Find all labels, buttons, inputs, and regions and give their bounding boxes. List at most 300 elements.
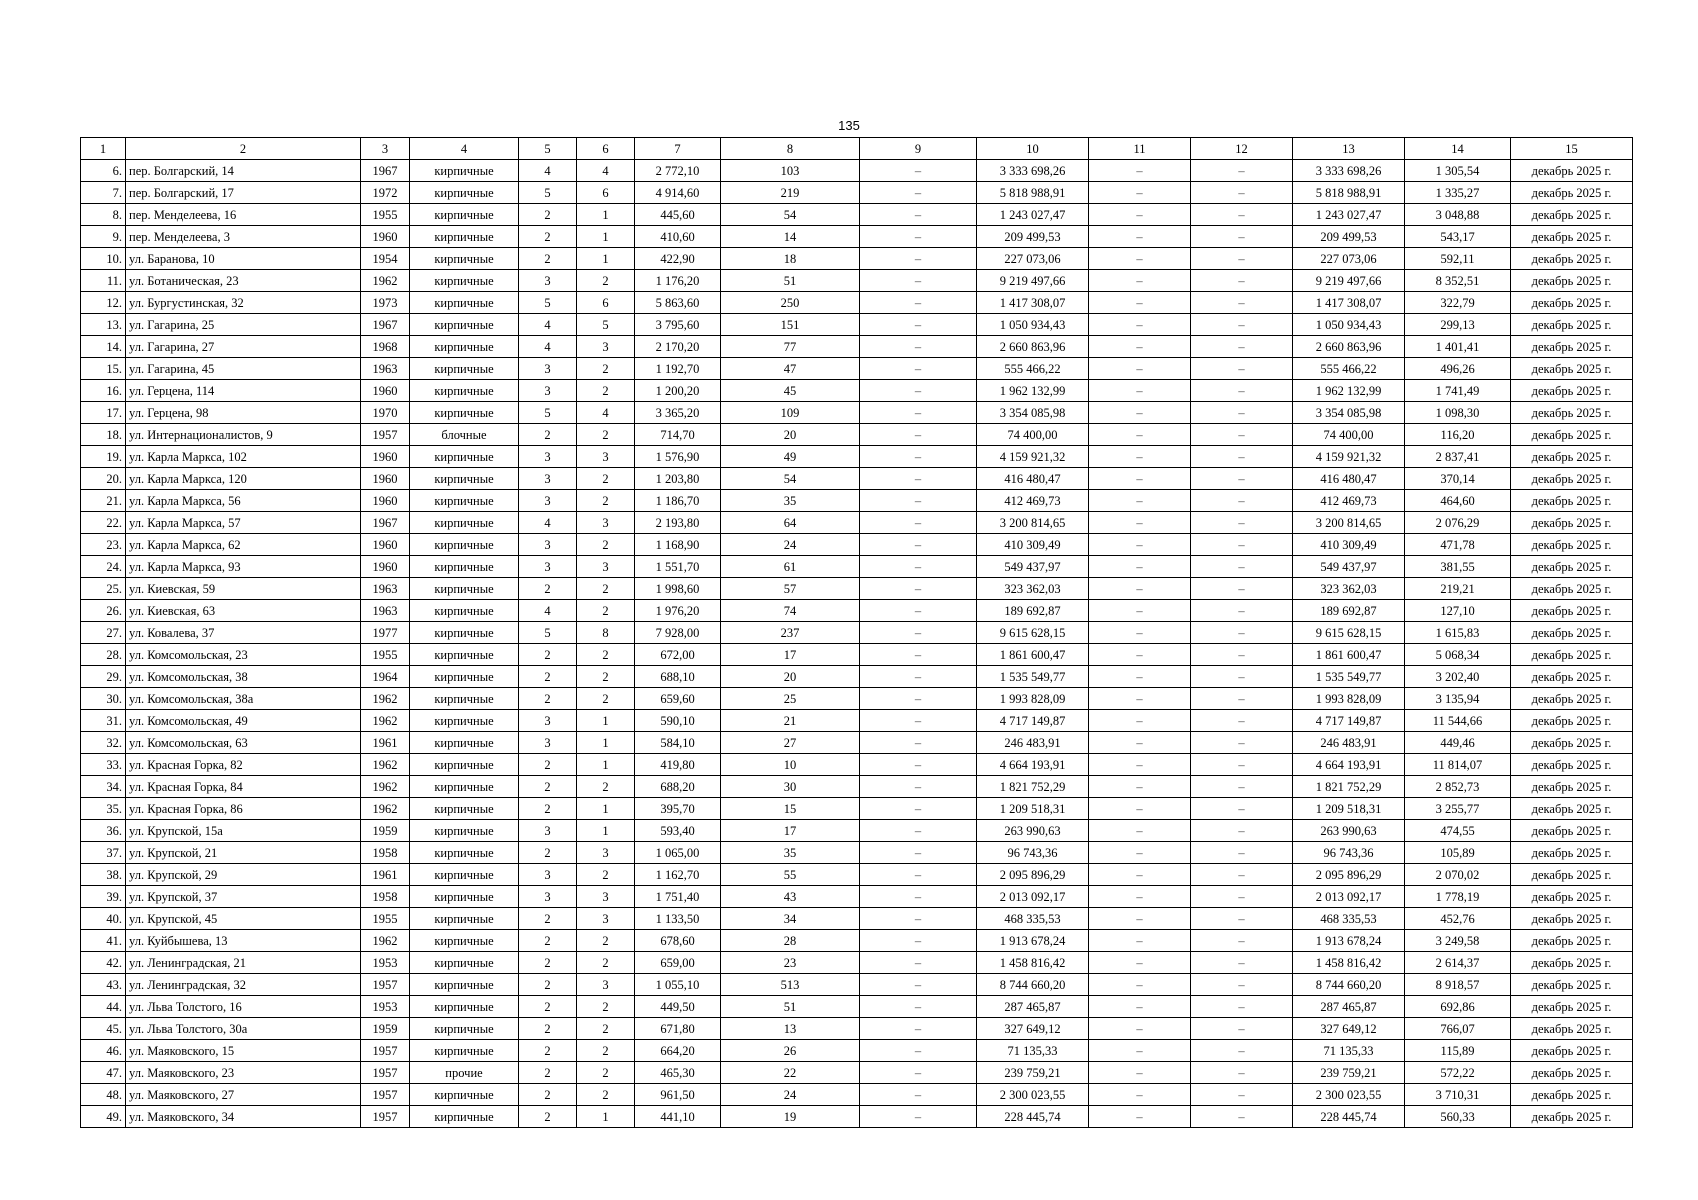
cell-cost-total: 4 159 921,32 [977,446,1089,468]
cell-cost-fund: 96 743,36 [1293,842,1405,864]
table-body [81,160,1633,1128]
table-row [81,666,1633,688]
cell-col-9: – [860,930,977,952]
column-number-15: 15 [1511,138,1633,160]
cell-cost-total: 1 243 027,47 [977,204,1089,226]
cell-cost-total: 2 660 863,96 [977,336,1089,358]
cell-total-area: 410,60 [635,226,721,248]
cell-total-area: 7 928,00 [635,622,721,644]
cell-cost-fund: 1 417 308,07 [1293,292,1405,314]
cell-year-built: 1958 [361,886,410,908]
cell-address: ул. Льва Толстого, 30а [126,1018,361,1040]
cell-entrances: 6 [577,292,635,314]
cell-residents: 23 [721,952,860,974]
cell-wall-material: кирпичные [410,512,519,534]
cell-entrances: 2 [577,1040,635,1062]
cell-year-built: 1962 [361,710,410,732]
cell-year-built: 1958 [361,842,410,864]
table-row [81,930,1633,952]
cell-row-number: 41. [81,930,126,952]
cell-cost-per-sqm: 322,79 [1405,292,1511,314]
cell-year-built: 1960 [361,490,410,512]
cell-year-built: 1962 [361,754,410,776]
table-row [81,314,1633,336]
cell-address: ул. Крупской, 15а [126,820,361,842]
column-number-14: 14 [1405,138,1511,160]
cell-year-built: 1953 [361,996,410,1018]
cell-floors: 2 [519,1084,577,1106]
cell-residents: 20 [721,666,860,688]
cell-residents: 49 [721,446,860,468]
cell-cost-fund: 287 465,87 [1293,996,1405,1018]
cell-entrances: 2 [577,776,635,798]
cell-cost-total: 327 649,12 [977,1018,1089,1040]
cell-row-number: 38. [81,864,126,886]
cell-cost-fund: 239 759,21 [1293,1062,1405,1084]
cell-col-12: – [1191,248,1293,270]
table-row [81,468,1633,490]
cell-residents: 513 [721,974,860,996]
cell-total-area: 4 914,60 [635,182,721,204]
cell-floors: 3 [519,710,577,732]
cell-col-9: – [860,644,977,666]
cell-row-number: 7. [81,182,126,204]
cell-completion-date: декабрь 2025 г. [1511,666,1633,688]
cell-cost-total: 1 417 308,07 [977,292,1089,314]
cell-total-area: 3 365,20 [635,402,721,424]
cell-entrances: 1 [577,798,635,820]
cell-floors: 5 [519,402,577,424]
cell-wall-material: кирпичные [410,732,519,754]
cell-row-number: 11. [81,270,126,292]
cell-wall-material: блочные [410,424,519,446]
cell-completion-date: декабрь 2025 г. [1511,248,1633,270]
cell-wall-material: кирпичные [410,182,519,204]
table-row [81,1018,1633,1040]
cell-address: ул. Баранова, 10 [126,248,361,270]
cell-col-11: – [1089,204,1191,226]
cell-address: ул. Ковалева, 37 [126,622,361,644]
cell-floors: 5 [519,292,577,314]
cell-wall-material: кирпичные [410,1084,519,1106]
cell-col-9: – [860,754,977,776]
cell-col-9: – [860,402,977,424]
column-number-8: 8 [721,138,860,160]
cell-col-11: – [1089,886,1191,908]
cell-wall-material: кирпичные [410,314,519,336]
cell-cost-fund: 3 333 698,26 [1293,160,1405,182]
cell-entrances: 1 [577,1106,635,1128]
cell-cost-fund: 71 135,33 [1293,1040,1405,1062]
cell-col-12: – [1191,666,1293,688]
cell-cost-total: 287 465,87 [977,996,1089,1018]
cell-total-area: 584,10 [635,732,721,754]
cell-cost-per-sqm: 3 710,31 [1405,1084,1511,1106]
cell-col-9: – [860,204,977,226]
cell-residents: 26 [721,1040,860,1062]
cell-col-11: – [1089,688,1191,710]
page-number: 135 [838,118,860,133]
cell-residents: 57 [721,578,860,600]
cell-wall-material: кирпичные [410,864,519,886]
cell-cost-per-sqm: 592,11 [1405,248,1511,270]
cell-col-12: – [1191,402,1293,424]
cell-wall-material: кирпичные [410,1018,519,1040]
cell-cost-total: 189 692,87 [977,600,1089,622]
cell-wall-material: кирпичные [410,908,519,930]
cell-residents: 151 [721,314,860,336]
cell-year-built: 1960 [361,226,410,248]
cell-col-11: – [1089,380,1191,402]
cell-cost-fund: 2 660 863,96 [1293,336,1405,358]
cell-col-12: – [1191,864,1293,886]
table-row [81,798,1633,820]
cell-address: ул. Комсомольская, 63 [126,732,361,754]
cell-col-9: – [860,336,977,358]
cell-year-built: 1967 [361,314,410,336]
cell-col-9: – [860,182,977,204]
cell-residents: 27 [721,732,860,754]
table-row [81,512,1633,534]
cell-completion-date: декабрь 2025 г. [1511,930,1633,952]
cell-cost-fund: 1 821 752,29 [1293,776,1405,798]
cell-entrances: 2 [577,864,635,886]
cell-row-number: 18. [81,424,126,446]
cell-total-area: 1 162,70 [635,864,721,886]
column-number-3: 3 [361,138,410,160]
cell-total-area: 3 795,60 [635,314,721,336]
table-row [81,446,1633,468]
cell-total-area: 1 551,70 [635,556,721,578]
cell-floors: 5 [519,622,577,644]
cell-cost-total: 239 759,21 [977,1062,1089,1084]
cell-address: ул. Льва Толстого, 16 [126,996,361,1018]
cell-col-11: – [1089,182,1191,204]
cell-col-9: – [860,908,977,930]
table-row [81,534,1633,556]
cell-col-12: – [1191,468,1293,490]
cell-cost-fund: 1 458 816,42 [1293,952,1405,974]
cell-cost-total: 2 013 092,17 [977,886,1089,908]
cell-col-11: – [1089,556,1191,578]
cell-completion-date: декабрь 2025 г. [1511,820,1633,842]
cell-wall-material: прочие [410,1062,519,1084]
column-number-row [81,138,1633,160]
cell-cost-per-sqm: 1 741,49 [1405,380,1511,402]
cell-entrances: 2 [577,424,635,446]
cell-year-built: 1963 [361,600,410,622]
cell-col-12: – [1191,974,1293,996]
cell-residents: 21 [721,710,860,732]
cell-floors: 3 [519,534,577,556]
cell-floors: 2 [519,1062,577,1084]
cell-address: пер. Болгарский, 14 [126,160,361,182]
cell-row-number: 30. [81,688,126,710]
cell-entrances: 2 [577,490,635,512]
table-row [81,952,1633,974]
cell-cost-per-sqm: 116,20 [1405,424,1511,446]
cell-entrances: 3 [577,446,635,468]
cell-year-built: 1960 [361,534,410,556]
cell-wall-material: кирпичные [410,336,519,358]
cell-col-11: – [1089,798,1191,820]
cell-total-area: 714,70 [635,424,721,446]
cell-floors: 3 [519,490,577,512]
cell-row-number: 43. [81,974,126,996]
cell-col-9: – [860,996,977,1018]
cell-floors: 4 [519,512,577,534]
cell-col-9: – [860,1084,977,1106]
cell-floors: 2 [519,644,577,666]
cell-cost-total: 4 717 149,87 [977,710,1089,732]
cell-address: ул. Крупской, 37 [126,886,361,908]
cell-completion-date: декабрь 2025 г. [1511,358,1633,380]
cell-address: ул. Ботаническая, 23 [126,270,361,292]
column-number-9: 9 [860,138,977,160]
cell-col-12: – [1191,776,1293,798]
cell-floors: 2 [519,248,577,270]
table-row [81,556,1633,578]
cell-cost-total: 71 135,33 [977,1040,1089,1062]
cell-cost-total: 412 469,73 [977,490,1089,512]
cell-col-9: – [860,424,977,446]
cell-year-built: 1962 [361,688,410,710]
cell-floors: 5 [519,182,577,204]
cell-col-11: – [1089,1062,1191,1084]
cell-wall-material: кирпичные [410,226,519,248]
cell-col-9: – [860,314,977,336]
cell-col-11: – [1089,842,1191,864]
cell-cost-fund: 555 466,22 [1293,358,1405,380]
table-row [81,622,1633,644]
cell-col-11: – [1089,600,1191,622]
cell-year-built: 1964 [361,666,410,688]
cell-row-number: 16. [81,380,126,402]
cell-wall-material: кирпичные [410,204,519,226]
cell-address: ул. Герцена, 98 [126,402,361,424]
cell-entrances: 6 [577,182,635,204]
cell-floors: 3 [519,468,577,490]
cell-row-number: 49. [81,1106,126,1128]
table-row [81,908,1633,930]
cell-col-9: – [860,292,977,314]
cell-row-number: 34. [81,776,126,798]
cell-address: ул. Карла Маркса, 102 [126,446,361,468]
cell-cost-fund: 3 200 814,65 [1293,512,1405,534]
cell-col-12: – [1191,556,1293,578]
cell-residents: 103 [721,160,860,182]
cell-completion-date: декабрь 2025 г. [1511,424,1633,446]
cell-cost-fund: 323 362,03 [1293,578,1405,600]
cell-total-area: 395,70 [635,798,721,820]
cell-total-area: 671,80 [635,1018,721,1040]
cell-floors: 2 [519,424,577,446]
cell-cost-fund: 8 744 660,20 [1293,974,1405,996]
cell-col-12: – [1191,204,1293,226]
cell-residents: 51 [721,270,860,292]
cell-col-11: – [1089,754,1191,776]
cell-col-9: – [860,380,977,402]
column-number-4: 4 [410,138,519,160]
cell-col-11: – [1089,644,1191,666]
cell-total-area: 449,50 [635,996,721,1018]
cell-completion-date: декабрь 2025 г. [1511,1062,1633,1084]
cell-floors: 3 [519,446,577,468]
cell-col-9: – [860,1106,977,1128]
cell-row-number: 17. [81,402,126,424]
cell-total-area: 1 203,80 [635,468,721,490]
cell-cost-fund: 9 615 628,15 [1293,622,1405,644]
cell-cost-per-sqm: 5 068,34 [1405,644,1511,666]
cell-cost-per-sqm: 1 305,54 [1405,160,1511,182]
cell-entrances: 3 [577,556,635,578]
cell-cost-total: 323 362,03 [977,578,1089,600]
cell-cost-total: 549 437,97 [977,556,1089,578]
cell-col-11: – [1089,358,1191,380]
cell-wall-material: кирпичные [410,798,519,820]
table-row [81,974,1633,996]
cell-cost-per-sqm: 299,13 [1405,314,1511,336]
cell-floors: 3 [519,270,577,292]
cell-entrances: 2 [577,930,635,952]
cell-col-12: – [1191,644,1293,666]
table-row [81,644,1633,666]
cell-residents: 34 [721,908,860,930]
cell-completion-date: декабрь 2025 г. [1511,688,1633,710]
cell-wall-material: кирпичные [410,996,519,1018]
cell-cost-fund: 1 243 027,47 [1293,204,1405,226]
cell-residents: 17 [721,820,860,842]
cell-row-number: 15. [81,358,126,380]
cell-cost-fund: 263 990,63 [1293,820,1405,842]
cell-col-11: – [1089,776,1191,798]
cell-entrances: 5 [577,314,635,336]
cell-col-12: – [1191,842,1293,864]
cell-col-11: – [1089,710,1191,732]
cell-cost-per-sqm: 572,22 [1405,1062,1511,1084]
cell-address: ул. Крупской, 21 [126,842,361,864]
cell-col-9: – [860,248,977,270]
cell-residents: 45 [721,380,860,402]
cell-entrances: 1 [577,248,635,270]
cell-residents: 250 [721,292,860,314]
cell-col-9: – [860,732,977,754]
cell-cost-fund: 1 962 132,99 [1293,380,1405,402]
table-row [81,490,1633,512]
cell-entrances: 2 [577,1018,635,1040]
cell-residents: 55 [721,864,860,886]
cell-cost-per-sqm: 2 837,41 [1405,446,1511,468]
cell-address: ул. Гагарина, 25 [126,314,361,336]
cell-col-12: – [1191,270,1293,292]
cell-entrances: 2 [577,380,635,402]
cell-col-9: – [860,886,977,908]
cell-address: ул. Бургустинская, 32 [126,292,361,314]
cell-completion-date: декабрь 2025 г. [1511,380,1633,402]
cell-col-12: – [1191,710,1293,732]
cell-cost-per-sqm: 11 544,66 [1405,710,1511,732]
cell-year-built: 1957 [361,1084,410,1106]
cell-floors: 4 [519,160,577,182]
cell-row-number: 40. [81,908,126,930]
cell-total-area: 1 200,20 [635,380,721,402]
table-row [81,424,1633,446]
cell-cost-total: 1 962 132,99 [977,380,1089,402]
column-number-13: 13 [1293,138,1405,160]
cell-col-11: – [1089,1106,1191,1128]
cell-completion-date: декабрь 2025 г. [1511,754,1633,776]
table-row [81,996,1633,1018]
cell-residents: 22 [721,1062,860,1084]
cell-entrances: 2 [577,468,635,490]
cell-cost-total: 416 480,47 [977,468,1089,490]
cell-floors: 3 [519,886,577,908]
cell-col-12: – [1191,490,1293,512]
cell-cost-total: 2 300 023,55 [977,1084,1089,1106]
cell-cost-total: 1 209 518,31 [977,798,1089,820]
cell-cost-total: 1 535 549,77 [977,666,1089,688]
cell-completion-date: декабрь 2025 г. [1511,1084,1633,1106]
cell-wall-material: кирпичные [410,248,519,270]
cell-cost-fund: 416 480,47 [1293,468,1405,490]
cell-floors: 3 [519,380,577,402]
cell-total-area: 465,30 [635,1062,721,1084]
cell-total-area: 1 976,20 [635,600,721,622]
cell-wall-material: кирпичные [410,952,519,974]
cell-col-12: – [1191,820,1293,842]
cell-col-9: – [860,622,977,644]
cell-entrances: 2 [577,688,635,710]
table-row [81,600,1633,622]
cell-floors: 2 [519,930,577,952]
cell-col-12: – [1191,292,1293,314]
cell-residents: 43 [721,886,860,908]
cell-cost-per-sqm: 1 615,83 [1405,622,1511,644]
cell-col-12: – [1191,688,1293,710]
cell-completion-date: декабрь 2025 г. [1511,622,1633,644]
cell-row-number: 27. [81,622,126,644]
cell-total-area: 1 192,70 [635,358,721,380]
cell-cost-total: 468 335,53 [977,908,1089,930]
cell-address: ул. Крупской, 29 [126,864,361,886]
cell-col-12: – [1191,1106,1293,1128]
cell-col-11: – [1089,292,1191,314]
cell-cost-per-sqm: 496,26 [1405,358,1511,380]
cell-address: ул. Киевская, 59 [126,578,361,600]
cell-cost-total: 3 354 085,98 [977,402,1089,424]
cell-year-built: 1953 [361,952,410,974]
cell-cost-fund: 209 499,53 [1293,226,1405,248]
cell-row-number: 22. [81,512,126,534]
cell-col-12: – [1191,600,1293,622]
cell-col-9: – [860,600,977,622]
cell-address: ул. Красная Горка, 82 [126,754,361,776]
cell-cost-fund: 74 400,00 [1293,424,1405,446]
cell-total-area: 593,40 [635,820,721,842]
housing-register-table [80,137,1633,1128]
cell-residents: 77 [721,336,860,358]
cell-cost-fund: 2 013 092,17 [1293,886,1405,908]
cell-cost-total: 227 073,06 [977,248,1089,270]
cell-residents: 20 [721,424,860,446]
cell-cost-fund: 5 818 988,91 [1293,182,1405,204]
cell-residents: 219 [721,182,860,204]
cell-residents: 109 [721,402,860,424]
column-number-7: 7 [635,138,721,160]
cell-residents: 28 [721,930,860,952]
cell-total-area: 1 576,90 [635,446,721,468]
cell-year-built: 1962 [361,776,410,798]
